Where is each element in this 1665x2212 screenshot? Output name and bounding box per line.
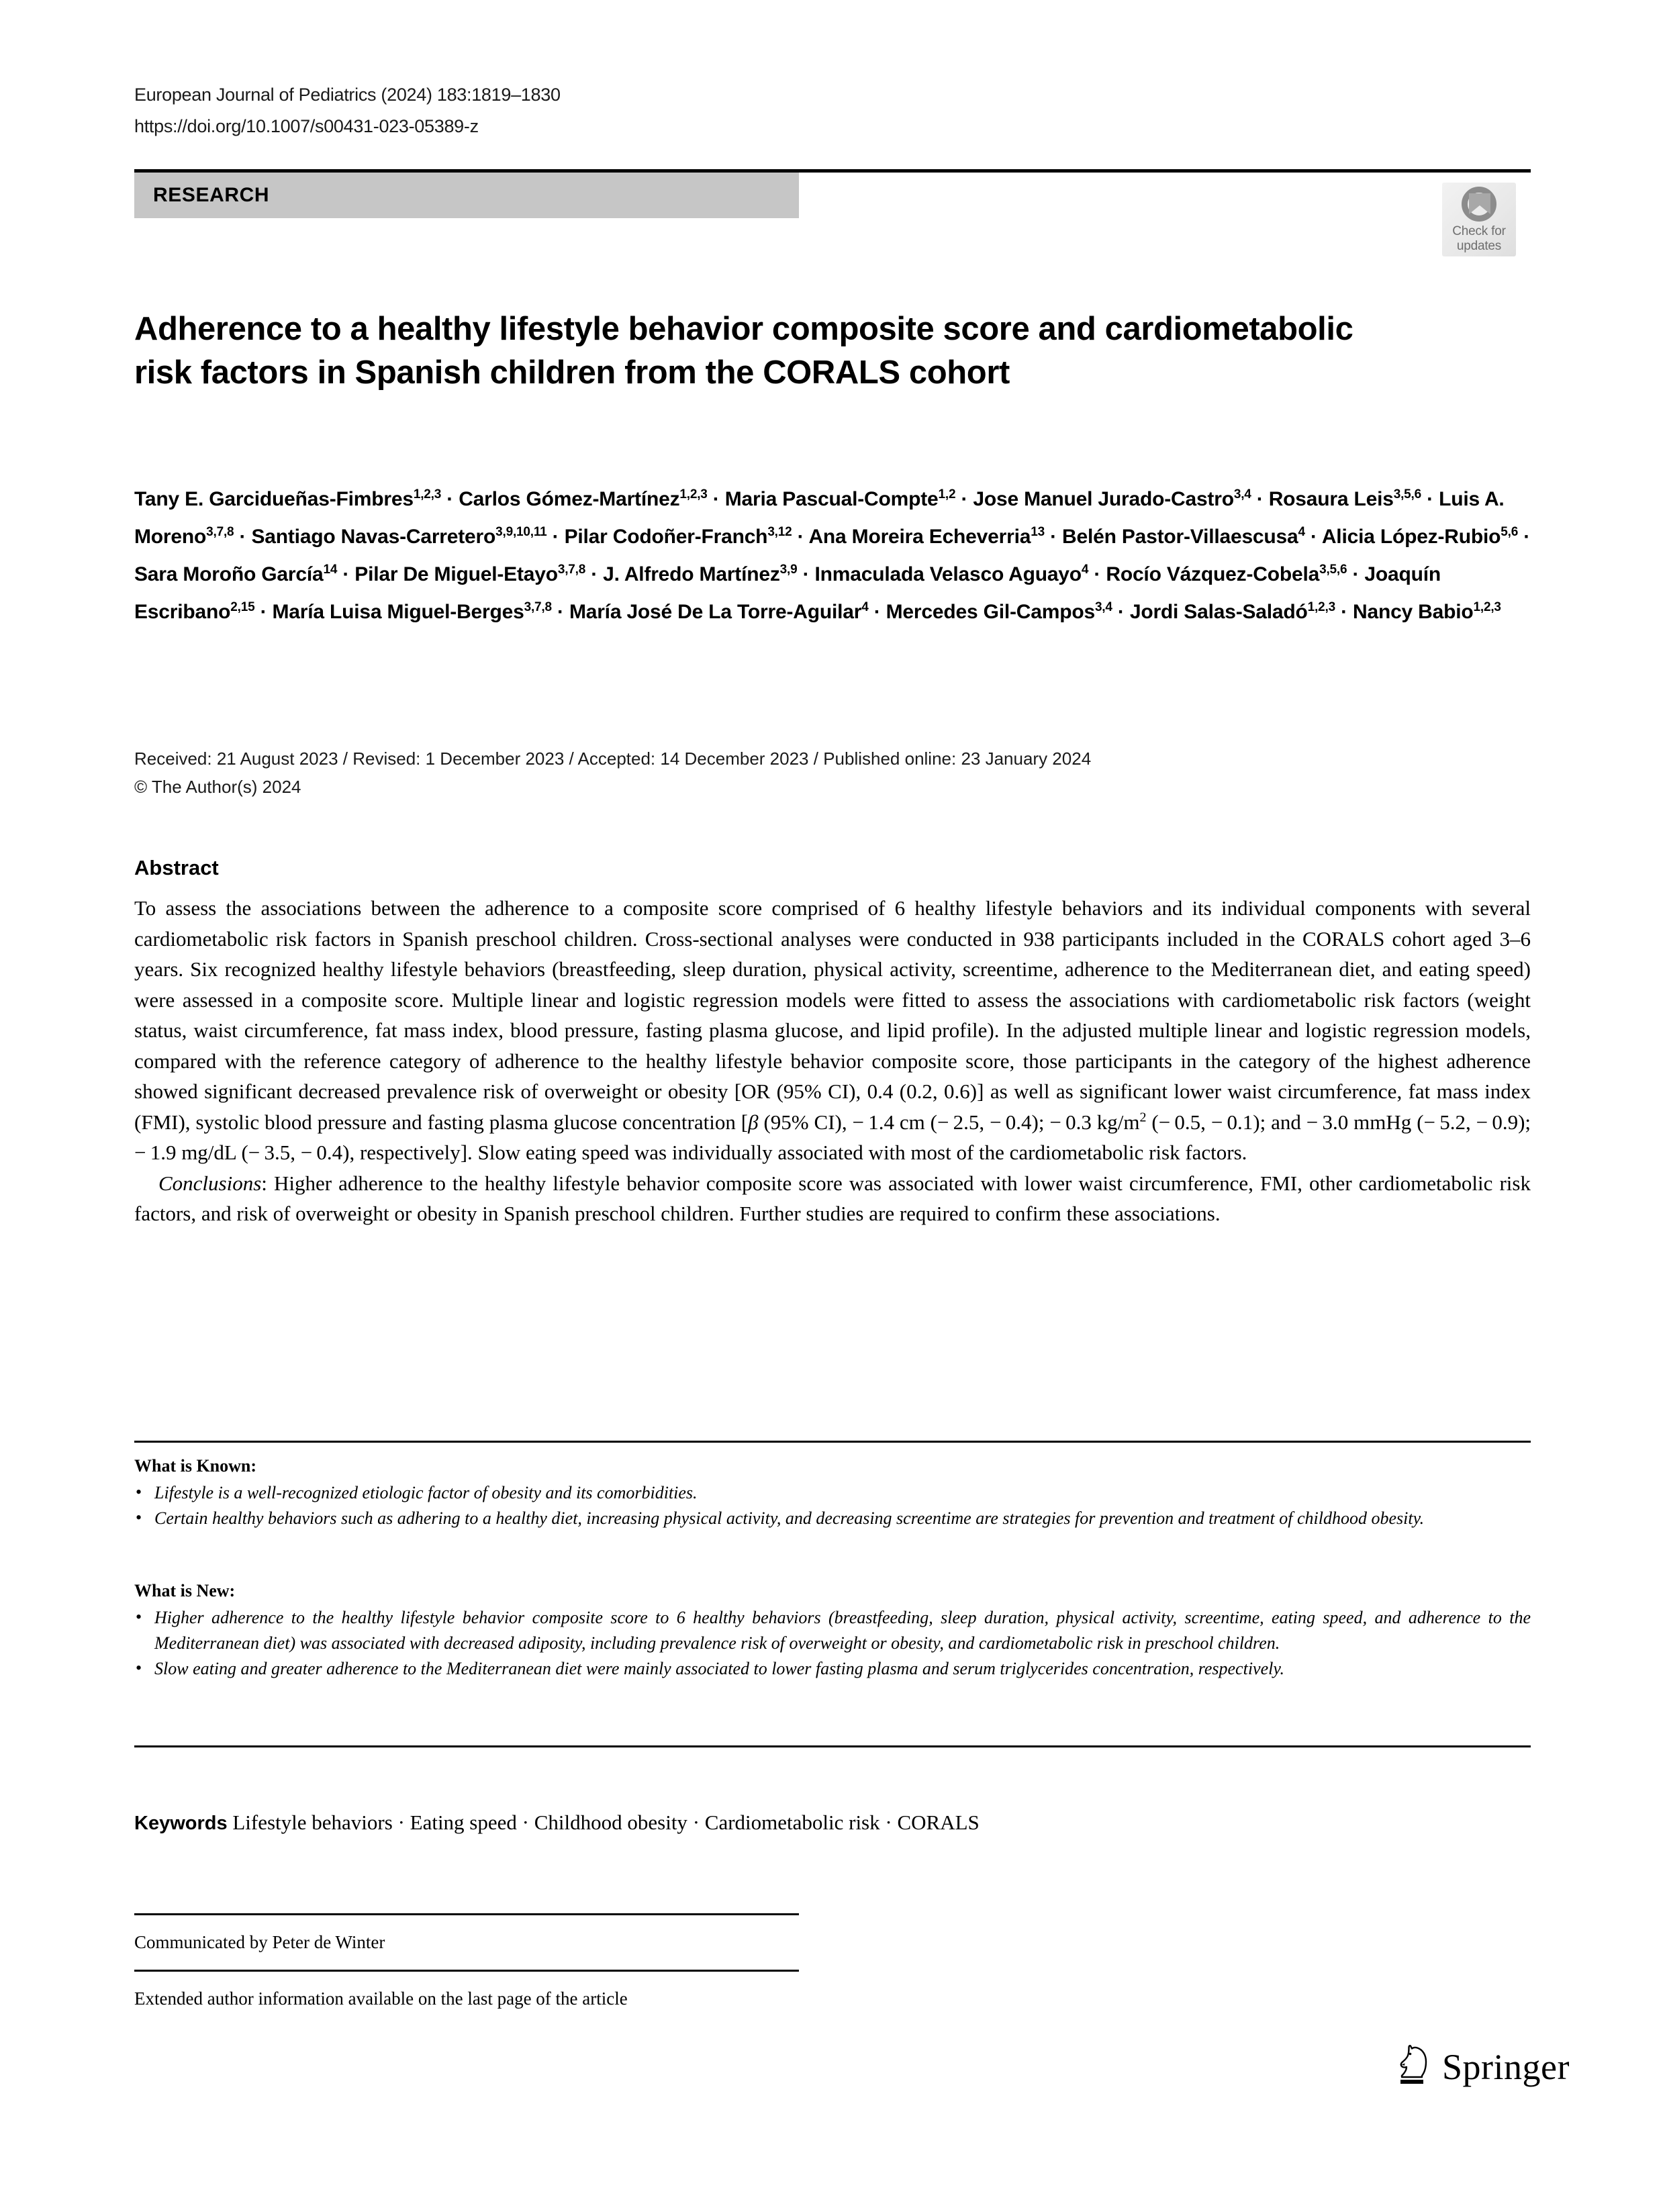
author-affiliation-marker: 3,9,10,11 bbox=[495, 525, 547, 539]
author-affiliation-marker: 3,7,8 bbox=[557, 563, 586, 577]
author-affiliation-marker: 3,12 bbox=[767, 525, 792, 539]
author-affiliation-marker: 1,2,3 bbox=[679, 487, 708, 501]
conclusions-text: : Higher adherence to the healthy lifestyle behavior composite score was associated with lower waist circumference, FMI, other cardiometabolic risk factors, and risk of overweight or obesity in Spanish preschool children. Further studies are required to confirm these associations. bbox=[134, 1171, 1531, 1225]
what-is-new-block bbox=[134, 1578, 1531, 1682]
key-point-item: • Higher adherence to the healthy lifestyle behavior composite score to 6 healthy behaviors (breastfeeding, sleep duration, physical activity, screentime, eating speed, and adherence to the Mediterranean diet) was associated with decreased adiposity, including prevalence risk of overweight or obesity, and cardiometabolic risk in preschool children. bbox=[134, 1605, 1531, 1656]
author-separator: · bbox=[1347, 563, 1365, 585]
author-affiliation-marker: 14 bbox=[323, 563, 338, 577]
author-affiliation-marker: 1,2,3 bbox=[1473, 600, 1501, 614]
author-name[interactable]: J. Alfredo Martínez bbox=[603, 563, 780, 585]
abstract-conclusions bbox=[134, 1168, 1531, 1229]
author-affiliation-marker: 3,7,8 bbox=[206, 525, 234, 539]
conclusions-label: Conclusions bbox=[158, 1171, 262, 1195]
abstract-heading: Abstract bbox=[134, 856, 219, 879]
author-separator: · bbox=[234, 526, 252, 548]
author-separator: · bbox=[868, 601, 886, 623]
what-is-known-block bbox=[134, 1453, 1531, 1531]
author-name[interactable]: Luis A. Moreno bbox=[134, 488, 1505, 548]
key-points-bottom-rule bbox=[134, 1745, 1531, 1747]
what-is-new-title: What is New: bbox=[134, 1581, 236, 1600]
author-affiliation-marker: 1,2 bbox=[938, 487, 956, 501]
crossmark-line1: Check for bbox=[1452, 224, 1506, 238]
key-points-top-rule bbox=[134, 1441, 1531, 1443]
check-for-updates-badge[interactable] bbox=[1442, 183, 1516, 256]
author-name[interactable]: Jordi Salas-Saladó bbox=[1129, 601, 1308, 623]
author-name[interactable]: María José De La Torre-Aguilar bbox=[569, 601, 862, 623]
article-type-label: RESEARCH bbox=[153, 184, 270, 206]
abstract-text-c: (− 0.5, − 0.1); and − 3.0 mmHg (− 5.2, − 0.9); − 1.9 mg/dL (− 3.5, − 0.4), respectively]. Slow eating speed was individually associated with most of the cardiometabolic risk factors. bbox=[134, 1110, 1531, 1164]
keyword-separator: · bbox=[392, 1811, 410, 1834]
author-separator: · bbox=[1112, 601, 1130, 623]
copyright-line: © The Author(s) 2024 bbox=[134, 777, 301, 797]
author-separator: · bbox=[797, 563, 815, 585]
author-separator: · bbox=[955, 488, 973, 510]
author-name[interactable]: Mercedes Gil-Campos bbox=[886, 601, 1095, 623]
author-name[interactable]: Jose Manuel Jurado-Castro bbox=[973, 488, 1234, 510]
author-separator: · bbox=[337, 563, 355, 585]
keyword[interactable]: Childhood obesity bbox=[534, 1811, 687, 1834]
article-title: Adherence to a healthy lifestyle behavior composite score and cardiometabolic risk factors in Spanish children from the CORALS cohort bbox=[134, 310, 1353, 391]
author-affiliation-marker: 4 bbox=[1081, 563, 1089, 577]
keyword[interactable]: Cardiometabolic risk bbox=[704, 1811, 880, 1834]
springer-knight-icon bbox=[1395, 2043, 1433, 2085]
abstract-text-b: (95% CI), − 1.4 cm (− 2.5, − 0.4); − 0.3 kg/m bbox=[758, 1110, 1140, 1134]
author-name[interactable]: Maria Pascual-Compte bbox=[724, 488, 939, 510]
key-point-item: • Certain healthy behaviors such as adhering to a healthy diet, increasing physical activity, and decreasing screentime are strategies for prevention and treatment of childhood obesity. bbox=[134, 1506, 1531, 1531]
author-separator: · bbox=[1335, 601, 1353, 623]
author-name[interactable]: Ana Moreira Echeverria bbox=[808, 526, 1031, 548]
author-separator: · bbox=[1421, 488, 1439, 510]
author-separator: · bbox=[1088, 563, 1106, 585]
author-affiliation-marker: 2,15 bbox=[230, 600, 255, 614]
author-affiliation-marker: 3,7,8 bbox=[524, 600, 552, 614]
keyword[interactable]: Eating speed bbox=[410, 1811, 517, 1834]
author-affiliation-marker: 3,5,6 bbox=[1319, 563, 1347, 577]
author-name[interactable]: Pilar De Miguel-Etayo bbox=[354, 563, 558, 585]
author-separator: · bbox=[792, 526, 809, 548]
author-name[interactable]: Rosaura Leis bbox=[1268, 488, 1394, 510]
author-separator: · bbox=[546, 526, 565, 548]
author-name[interactable]: Nancy Babio bbox=[1353, 601, 1474, 623]
abstract-paragraph bbox=[134, 893, 1531, 1168]
author-name[interactable]: Sara Moroño García bbox=[134, 563, 324, 585]
keyword-separator: · bbox=[516, 1811, 534, 1834]
keywords-values bbox=[232, 1811, 979, 1834]
what-is-known-list bbox=[134, 1480, 1531, 1531]
publication-history bbox=[134, 744, 1091, 801]
date-history: Received: 21 August 2023 / Revised: 1 December 2023 / Accepted: 14 December 2023 / Published online: 23 January 2024 bbox=[134, 749, 1092, 769]
author-separator: · bbox=[254, 601, 273, 623]
keywords-line bbox=[134, 1808, 1531, 1838]
keyword[interactable]: CORALS bbox=[897, 1811, 980, 1834]
springer-wordmark: Springer bbox=[1442, 2047, 1570, 2087]
keyword-separator: · bbox=[879, 1811, 898, 1834]
author-name[interactable]: Inmaculada Velasco Aguayo bbox=[814, 563, 1082, 585]
author-name[interactable]: Joaquín Escribano bbox=[134, 563, 1441, 623]
author-affiliation-marker: 1,2,3 bbox=[1307, 600, 1335, 614]
what-is-new-list bbox=[134, 1605, 1531, 1682]
author-list bbox=[134, 481, 1544, 631]
author-affiliation-marker: 13 bbox=[1031, 525, 1045, 539]
springer-logo bbox=[1395, 2043, 1570, 2085]
author-separator: · bbox=[585, 563, 604, 585]
author-affiliation-marker: 3,9 bbox=[779, 563, 798, 577]
author-name[interactable]: Belén Pastor-Villaescusa bbox=[1062, 526, 1298, 548]
author-separator: · bbox=[707, 488, 725, 510]
keywords-label: Keywords bbox=[134, 1813, 228, 1834]
author-name[interactable]: Rocío Vázquez-Cobela bbox=[1106, 563, 1320, 585]
author-separator: · bbox=[551, 601, 569, 623]
author-separator: · bbox=[441, 488, 459, 510]
author-separator: · bbox=[1304, 526, 1322, 548]
author-affiliation-marker: 3,4 bbox=[1233, 487, 1251, 501]
extended-author-info: Extended author information available on the last page of the article bbox=[134, 1988, 628, 2009]
key-point-item: • Slow eating and greater adherence to the Mediterranean diet were mainly associated to lower fasting plasma and serum triglycerides concentration, respectively. bbox=[134, 1656, 1531, 1682]
author-name[interactable]: Pilar Codoñer-Franch bbox=[564, 526, 768, 548]
author-name[interactable]: Alicia López-Rubio bbox=[1321, 526, 1501, 548]
author-affiliation-marker: 4 bbox=[1298, 525, 1305, 539]
author-affiliation-marker: 3,4 bbox=[1094, 600, 1112, 614]
author-name[interactable]: Carlos Gómez-Martínez bbox=[459, 488, 680, 510]
crossmark-line2: updates bbox=[1456, 239, 1502, 253]
keyword[interactable]: Lifestyle behaviors bbox=[232, 1811, 393, 1834]
author-separator: · bbox=[1251, 488, 1269, 510]
doi-link[interactable]: https://doi.org/10.1007/s00431-023-05389-z bbox=[134, 116, 479, 136]
author-separator: · bbox=[1518, 526, 1531, 548]
what-is-known-title: What is Known: bbox=[134, 1456, 257, 1476]
footnote-rule-2 bbox=[134, 1970, 799, 1972]
author-name[interactable]: Tany E. Garcidueñas-Fimbres bbox=[134, 488, 414, 510]
crossmark-icon bbox=[1462, 187, 1496, 222]
abstract-body bbox=[134, 893, 1531, 1229]
beta-symbol: β bbox=[748, 1110, 759, 1134]
article-type-band bbox=[134, 173, 799, 218]
author-name[interactable]: María Luisa Miguel-Berges bbox=[272, 601, 524, 623]
author-affiliation-marker: 5,6 bbox=[1501, 525, 1519, 539]
key-point-item: • Lifestyle is a well-recognized etiologic factor of obesity and its comorbidities. bbox=[134, 1480, 1531, 1506]
author-separator: · bbox=[1044, 526, 1063, 548]
author-affiliation-marker: 4 bbox=[861, 600, 869, 614]
journal-header bbox=[134, 79, 561, 142]
journal-citation: European Journal of Pediatrics (2024) 183:1819–1830 bbox=[134, 85, 561, 105]
keyword-separator: · bbox=[687, 1811, 705, 1834]
author-affiliation-marker: 1,2,3 bbox=[413, 487, 442, 501]
footnote-rule-1 bbox=[134, 1913, 799, 1915]
author-name[interactable]: Santiago Navas-Carretero bbox=[251, 526, 496, 548]
author-affiliation-marker: 3,5,6 bbox=[1393, 487, 1421, 501]
abstract-text-a: To assess the associations between the adherence to a composite score comprised of 6 healthy lifestyle behaviors and its individual components with several cardiometabolic risk factors in Spanish preschool children. Cross-sectional analyses were conducted in 938 participants included in the CORALS cohort aged 3–6 years. Six recognized healthy lifestyle behaviors (breastfeeding, sleep duration, physical activity, screentime, adherence to the Mediterranean diet, and eating speed) were assessed in a composite score. Multiple linear and logistic regression models were fitted to assess the associations with cardiometabolic risk factors (weight status, waist circumference, fat mass index, blood pressure, fasting plasma glucose, and lipid profile). In the adjusted multiple linear and logistic regression models, compared with the reference category of adherence to the healthy lifestyle behavior composite score, those participants in the category of the highest adherence showed significant decreased prevalence risk of overweight or obesity [OR (95% CI), 0.4 (0.2, 0.6)] as well as significant lower waist circumference, fat mass index (FMI), systolic blood pressure and fasting plasma glucose concentration [ bbox=[134, 896, 1531, 1134]
superscript-two: 2 bbox=[1139, 1110, 1147, 1125]
communicated-by: Communicated by Peter de Winter bbox=[134, 1932, 385, 1952]
